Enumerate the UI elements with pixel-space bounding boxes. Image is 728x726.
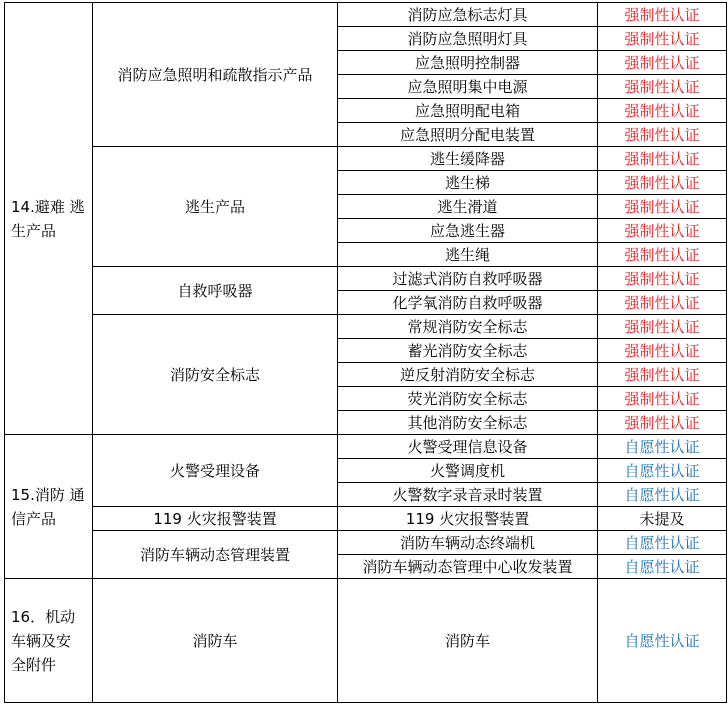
category-cell: 15.消防 通信产品 [5,435,93,579]
cert-cell: 强制性认证 [598,315,727,339]
cert-cell: 强制性认证 [598,3,727,27]
cert-cell: 强制性认证 [598,75,727,99]
cert-cell: 强制性认证 [598,363,727,387]
cert-cell: 强制性认证 [598,291,727,315]
product-cell: 应急照明配电箱 [338,99,598,123]
table-row [5,531,727,555]
table-row [5,267,727,291]
cert-cell: 强制性认证 [598,387,727,411]
cert-cell: 自愿性认证 [598,531,727,555]
subcategory-cell: 消防车 [93,579,338,703]
product-cell: 荧光消防安全标志 [338,387,598,411]
cert-cell: 自愿性认证 [598,435,727,459]
cert-cell: 自愿性认证 [598,579,727,703]
cert-cell: 强制性认证 [598,99,727,123]
table-row [5,435,727,459]
product-cell: 蓄光消防安全标志 [338,339,598,363]
cert-cell: 强制性认证 [598,171,727,195]
product-cell: 消防车辆动态管理中心收发装置 [338,555,598,579]
table-row [5,579,727,703]
product-cell: 化学氧消防自救呼吸器 [338,291,598,315]
cert-cell: 强制性认证 [598,195,727,219]
cert-cell: 强制性认证 [598,27,727,51]
cert-cell: 强制性认证 [598,123,727,147]
product-cell: 应急照明控制器 [338,51,598,75]
table-row [5,315,727,339]
product-cell: 火警受理信息设备 [338,435,598,459]
product-cell: 消防应急照明灯具 [338,27,598,51]
product-cell: 119 火灾报警装置 [338,507,598,531]
product-cell: 应急逃生器 [338,219,598,243]
cert-cell: 自愿性认证 [598,483,727,507]
product-cell: 其他消防安全标志 [338,411,598,435]
category-cell: 16．机动 车辆及安 全附件 [5,579,93,703]
cert-cell: 强制性认证 [598,243,727,267]
table-row [5,3,727,27]
subcategory-cell: 119 火灾报警装置 [93,507,338,531]
cert-cell: 强制性认证 [598,147,727,171]
product-cell: 消防车 [338,579,598,703]
subcategory-cell: 消防应急照明和疏散指示产品 [93,3,338,147]
cert-cell: 自愿性认证 [598,459,727,483]
product-cell: 消防车辆动态终端机 [338,531,598,555]
product-cell: 逆反射消防安全标志 [338,363,598,387]
cert-cell: 强制性认证 [598,219,727,243]
product-cell: 常规消防安全标志 [338,315,598,339]
product-cell: 消防应急标志灯具 [338,3,598,27]
subcategory-cell: 逃生产品 [93,147,338,267]
subcategory-cell: 火警受理设备 [93,435,338,507]
table-row [5,147,727,171]
product-cell: 逃生梯 [338,171,598,195]
cert-cell: 强制性认证 [598,411,727,435]
cert-cell: 自愿性认证 [598,555,727,579]
certification-table [4,2,727,703]
product-cell: 过滤式消防自救呼吸器 [338,267,598,291]
subcategory-cell: 自救呼吸器 [93,267,338,315]
subcategory-cell: 消防车辆动态管理装置 [93,531,338,579]
table-row [5,507,727,531]
cert-cell: 强制性认证 [598,267,727,291]
subcategory-cell: 消防安全标志 [93,315,338,435]
product-cell: 逃生绳 [338,243,598,267]
product-cell: 火警数字录音录时装置 [338,483,598,507]
cert-cell: 强制性认证 [598,339,727,363]
category-cell: 14.避难 逃生产品 [5,3,93,435]
product-cell: 应急照明集中电源 [338,75,598,99]
product-cell: 应急照明分配电装置 [338,123,598,147]
product-cell: 火警调度机 [338,459,598,483]
cert-cell: 未提及 [598,507,727,531]
product-cell: 逃生滑道 [338,195,598,219]
cert-cell: 强制性认证 [598,51,727,75]
product-cell: 逃生缓降器 [338,147,598,171]
